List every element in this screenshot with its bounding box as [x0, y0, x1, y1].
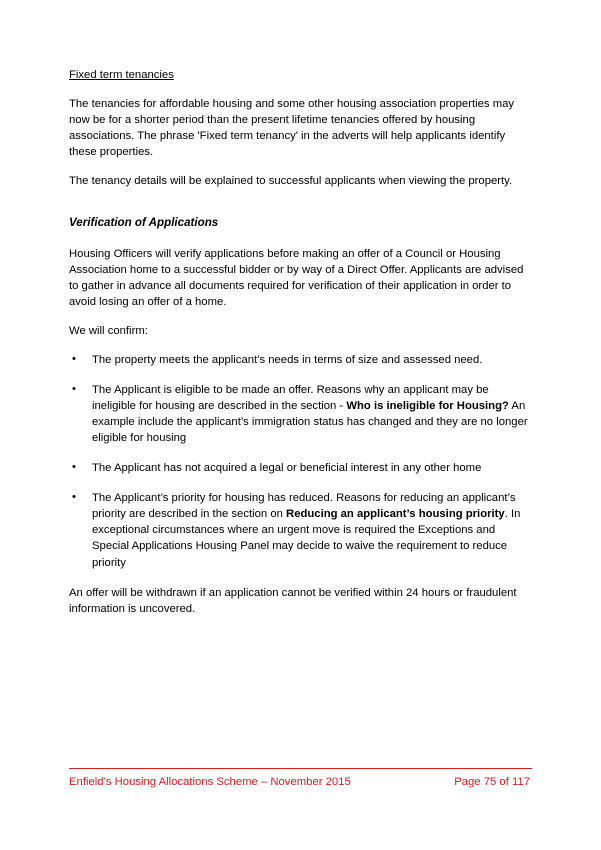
paragraph-verification-intro: Housing Officers will verify applications before making an offer of a Council or Housing Association home to a successful bidder or by way of a Direct Offer. Applicants are advised to gather in advance all documents required for verification of their application in order to avoid losing an offer of a home. — [69, 248, 524, 309]
list-item-text: The property meets the applicant’s needs in terms of size and assessed need. — [92, 354, 483, 367]
footer-page-number: Page 75 of 117 — [454, 776, 530, 788]
bullet-icon: • — [72, 491, 76, 504]
list-item — [69, 460, 529, 476]
list-item — [69, 490, 529, 570]
section-heading-verification-of-applications: Verification of Applications — [69, 216, 219, 230]
list-item-text: The Applicant’s priority for housing has reduced. Reasons for reducing an applicant’s priority are described in the section on Reducing an applicant’s housing priority. In exceptional circumstances where an urgent move is required the Exceptions and Special Applications Housing Panel may decide to waive the requirement to reduce priority — [92, 492, 521, 569]
page-footer — [69, 768, 532, 788]
paragraph-offer-withdrawn: An offer will be withdrawn if an application cannot be verified within 24 hours or fraudulent information is uncovered. — [69, 586, 517, 615]
document-body — [69, 68, 529, 630]
section-heading-fixed-term-tenancies: Fixed term tenancies — [69, 69, 174, 81]
footer-scheme-label: Enfield’s Housing Allocations Scheme – November 2015 — [69, 776, 351, 788]
list-item-text: The Applicant has not acquired a legal or beneficial interest in any other home — [92, 462, 482, 475]
list-item — [69, 352, 529, 368]
bullet-icon: • — [72, 461, 76, 474]
bullet-icon: • — [72, 383, 76, 396]
paragraph-we-will-confirm: We will confirm: — [69, 325, 148, 338]
bullet-icon: • — [72, 353, 76, 366]
verification-bullet-list — [69, 352, 529, 570]
paragraph-fixed-term-tenancies-1: The tenancies for affordable housing and some other housing association properties may now be for a shorter period than the present lifetime tenancies offered by housing associations. The phrase 'Fixed term tenancy' in the adverts will help applicants identify these properties. — [69, 98, 515, 159]
list-item-text: The Applicant is eligible to be made an offer. Reasons why an applicant may be ineligible for housing are described in the section - Who is ineligible for Housing? An example include the applicant’s immigration status has changed and they are no longer eligible for housing — [92, 384, 528, 445]
list-item — [69, 382, 529, 446]
paragraph-fixed-term-tenancies-2: The tenancy details will be explained to successful applicants when viewing the property. — [69, 175, 513, 188]
